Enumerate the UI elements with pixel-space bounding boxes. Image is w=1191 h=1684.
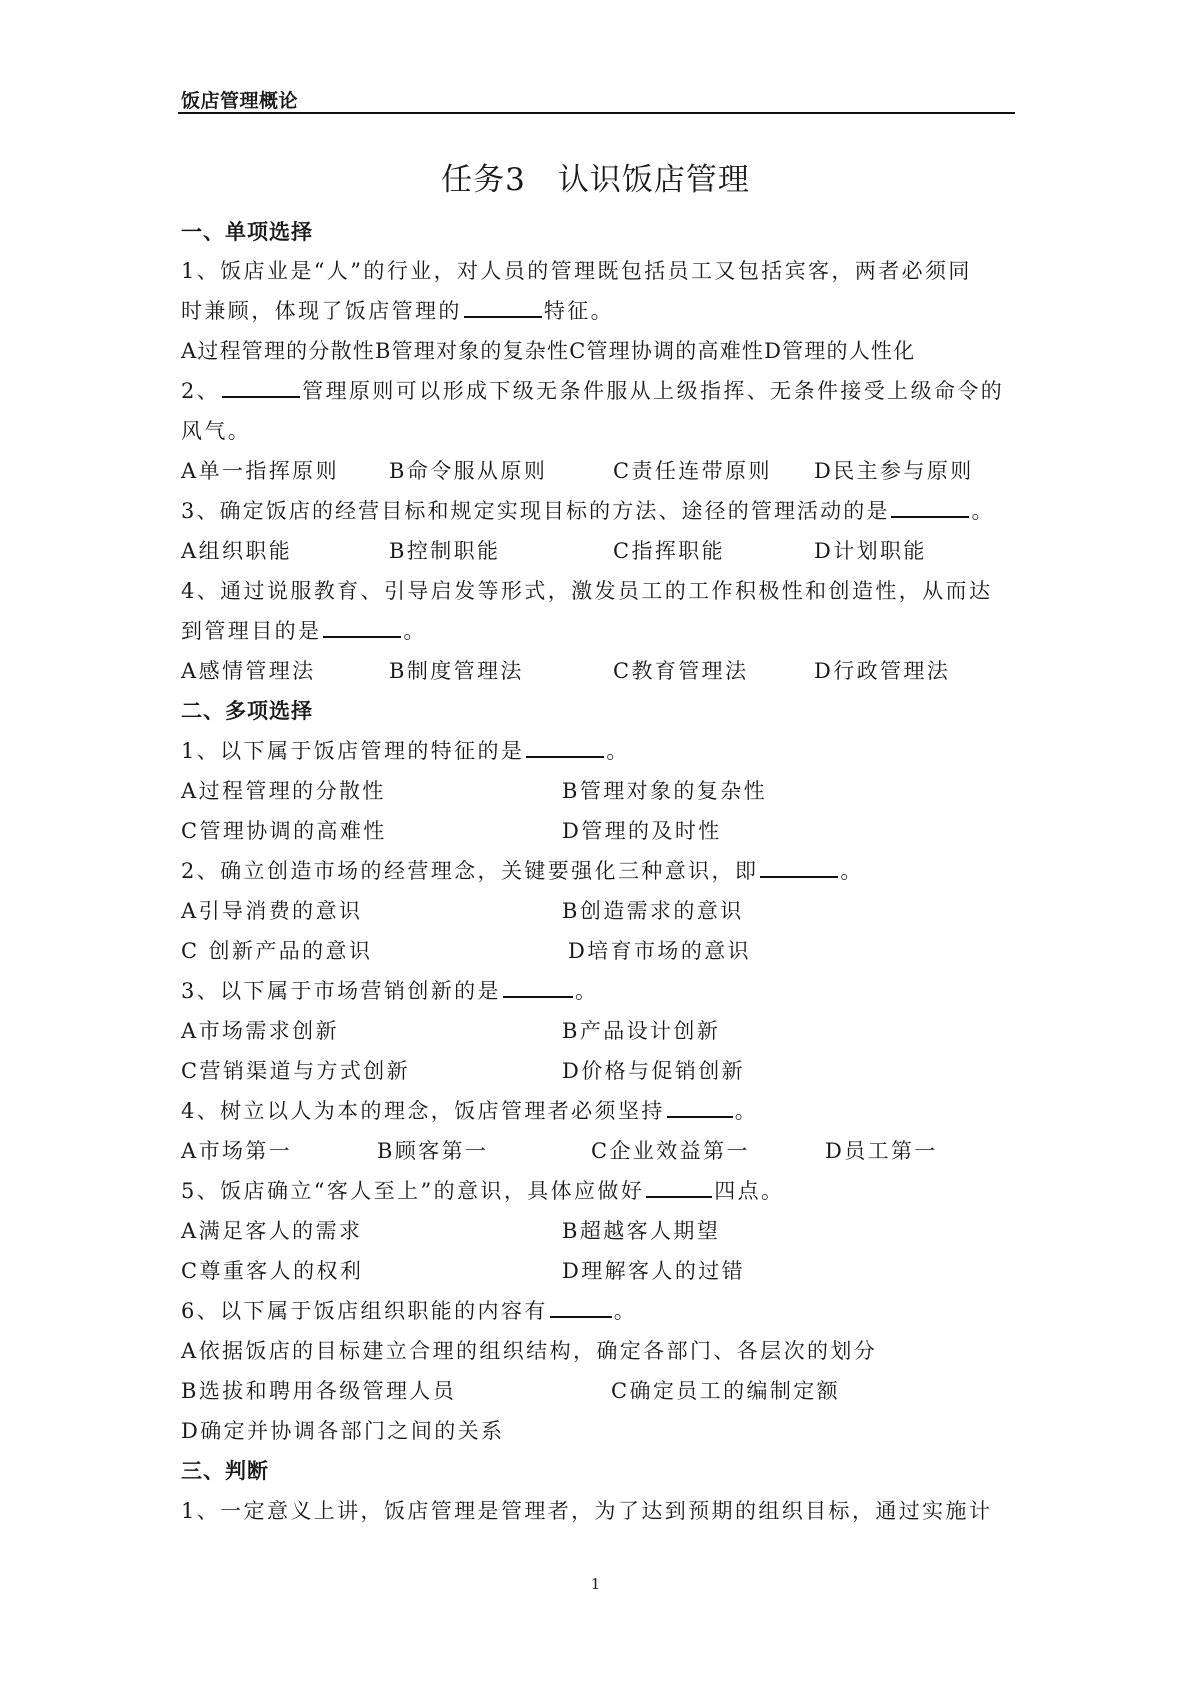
multi-q4-stem: 4、树立以人为本的理念，饭店管理者必须坚持 。 <box>181 1095 758 1127</box>
multi-q3-option-b: B产品设计创新 <box>562 1019 721 1043</box>
multi-q6-option-b: B选拔和聘用各级管理人员 <box>181 1379 457 1403</box>
single-q4-option-b: B制度管理法 <box>389 659 524 683</box>
running-header: 饭店管理概论 <box>181 90 299 112</box>
multi-q1-stem: 1、以下属于饭店管理的特征的是 。 <box>181 735 630 767</box>
single-q3-option-a: A组织职能 <box>181 539 293 563</box>
single-q2-line2: 风气。 <box>181 419 252 443</box>
multi-q3-option-c: C营销渠道与方式创新 <box>181 1059 411 1083</box>
multi-q1-option-a: A过程管理的分散性 <box>181 779 386 803</box>
answer-blank[interactable] <box>550 1296 612 1318</box>
answer-blank[interactable] <box>464 296 542 318</box>
answer-blank[interactable] <box>222 376 300 398</box>
multi-q6-option-d: D确定并协调各部门之间的关系 <box>181 1419 505 1443</box>
answer-blank[interactable] <box>323 616 401 638</box>
multi-q2-option-b: B创造需求的意识 <box>562 899 744 923</box>
single-q1-options: A过程管理的分散性B管理对象的复杂性C管理协调的高难性D管理的人性化 <box>181 339 916 363</box>
section-heading-multiple-choice: 二、多项选择 <box>181 699 313 723</box>
answer-blank[interactable] <box>503 976 573 998</box>
multi-q2-option-d: D培育市场的意识 <box>568 939 752 963</box>
section-heading-true-false: 三、判断 <box>181 1459 269 1483</box>
page-number: 1 <box>590 1575 601 1593</box>
single-q4-option-a: A感情管理法 <box>181 659 316 683</box>
single-q2-option-d: D民主参与原则 <box>814 459 974 483</box>
single-q2-option-a: A单一指挥原则 <box>181 459 339 483</box>
single-q3-option-c: C指挥职能 <box>613 539 726 563</box>
multi-q4-option-a: A市场第一 <box>181 1139 293 1163</box>
multi-q2-option-c: C 创新产品的意识 <box>181 939 373 963</box>
multi-q4-option-c: C企业效益第一 <box>591 1139 750 1163</box>
multi-q3-option-d: D价格与促销创新 <box>562 1059 746 1083</box>
multi-q6-stem: 6、以下属于饭店组织职能的内容有 。 <box>181 1295 637 1327</box>
single-q2-line1: 2、 管理原则可以形成下级无条件服从上级指挥、无条件接受上级命令的 <box>181 375 1004 407</box>
multi-q3-stem: 3、以下属于市场营销创新的是 。 <box>181 975 598 1007</box>
single-q3-line1: 3、确定饭店的经营目标和规定实现目标的方法、途径的管理活动的是 。 <box>181 495 995 527</box>
multi-q5-stem: 5、饭店确立“客人至上”的意识，具体应做好 四点。 <box>181 1175 784 1207</box>
single-q2-option-b: B命令服从原则 <box>389 459 548 483</box>
multi-q3-option-a: A市场需求创新 <box>181 1019 339 1043</box>
single-q4-line2: 到管理目的是 。 <box>181 615 427 647</box>
single-q3-option-d: D计划职能 <box>814 539 927 563</box>
header-rule <box>178 112 1015 114</box>
multi-q4-option-b: B顾客第一 <box>377 1139 489 1163</box>
answer-blank[interactable] <box>526 736 604 758</box>
multi-q1-option-c: C管理协调的高难性 <box>181 819 387 843</box>
single-q2-option-c: C责任连带原则 <box>613 459 772 483</box>
section-heading-single-choice: 一、单项选择 <box>181 220 313 244</box>
multi-q2-option-a: A引导消费的意识 <box>181 899 363 923</box>
multi-q5-option-a: A满足客人的需求 <box>181 1219 363 1243</box>
answer-blank[interactable] <box>667 1096 733 1118</box>
answer-blank[interactable] <box>891 496 969 518</box>
multi-q5-option-d: D理解客人的过错 <box>562 1259 746 1283</box>
multi-q4-option-d: D员工第一 <box>825 1139 938 1163</box>
single-q3-option-b: B控制职能 <box>389 539 501 563</box>
multi-q1-option-b: B管理对象的复杂性 <box>562 779 768 803</box>
multi-q2-stem: 2、确立创造市场的经营理念，关键要强化三种意识，即 。 <box>181 855 864 887</box>
multi-q5-option-c: C尊重客人的权利 <box>181 1259 364 1283</box>
single-q4-option-c: C教育管理法 <box>613 659 749 683</box>
single-q4-option-d: D行政管理法 <box>814 659 951 683</box>
single-q1-line1: 1、饭店业是“人”的行业，对人员的管理既包括员工又包括宾客，两者必须同 <box>181 259 972 283</box>
answer-blank[interactable] <box>760 856 838 878</box>
single-q1-line2: 时兼顾，体现了饭店管理的 特征。 <box>181 295 614 327</box>
multi-q5-option-b: B超越客人期望 <box>562 1219 721 1243</box>
judge-q1-line1: 1、一定意义上讲，饭店管理是管理者，为了达到预期的组织目标，通过实施计 <box>181 1499 993 1523</box>
page-title: 任务3 认识饭店管理 <box>441 162 750 198</box>
answer-blank[interactable] <box>646 1176 712 1198</box>
multi-q6-option-a: A依据饭店的目标建立合理的组织结构，确定各部门、各层次的划分 <box>181 1339 878 1363</box>
single-q4-line1: 4、通过说服教育、引导启发等形式，激发员工的工作积极性和创造性，从而达 <box>181 579 993 603</box>
multi-q1-option-d: D管理的及时性 <box>562 819 722 843</box>
multi-q6-option-c: C确定员工的编制定额 <box>611 1379 841 1403</box>
